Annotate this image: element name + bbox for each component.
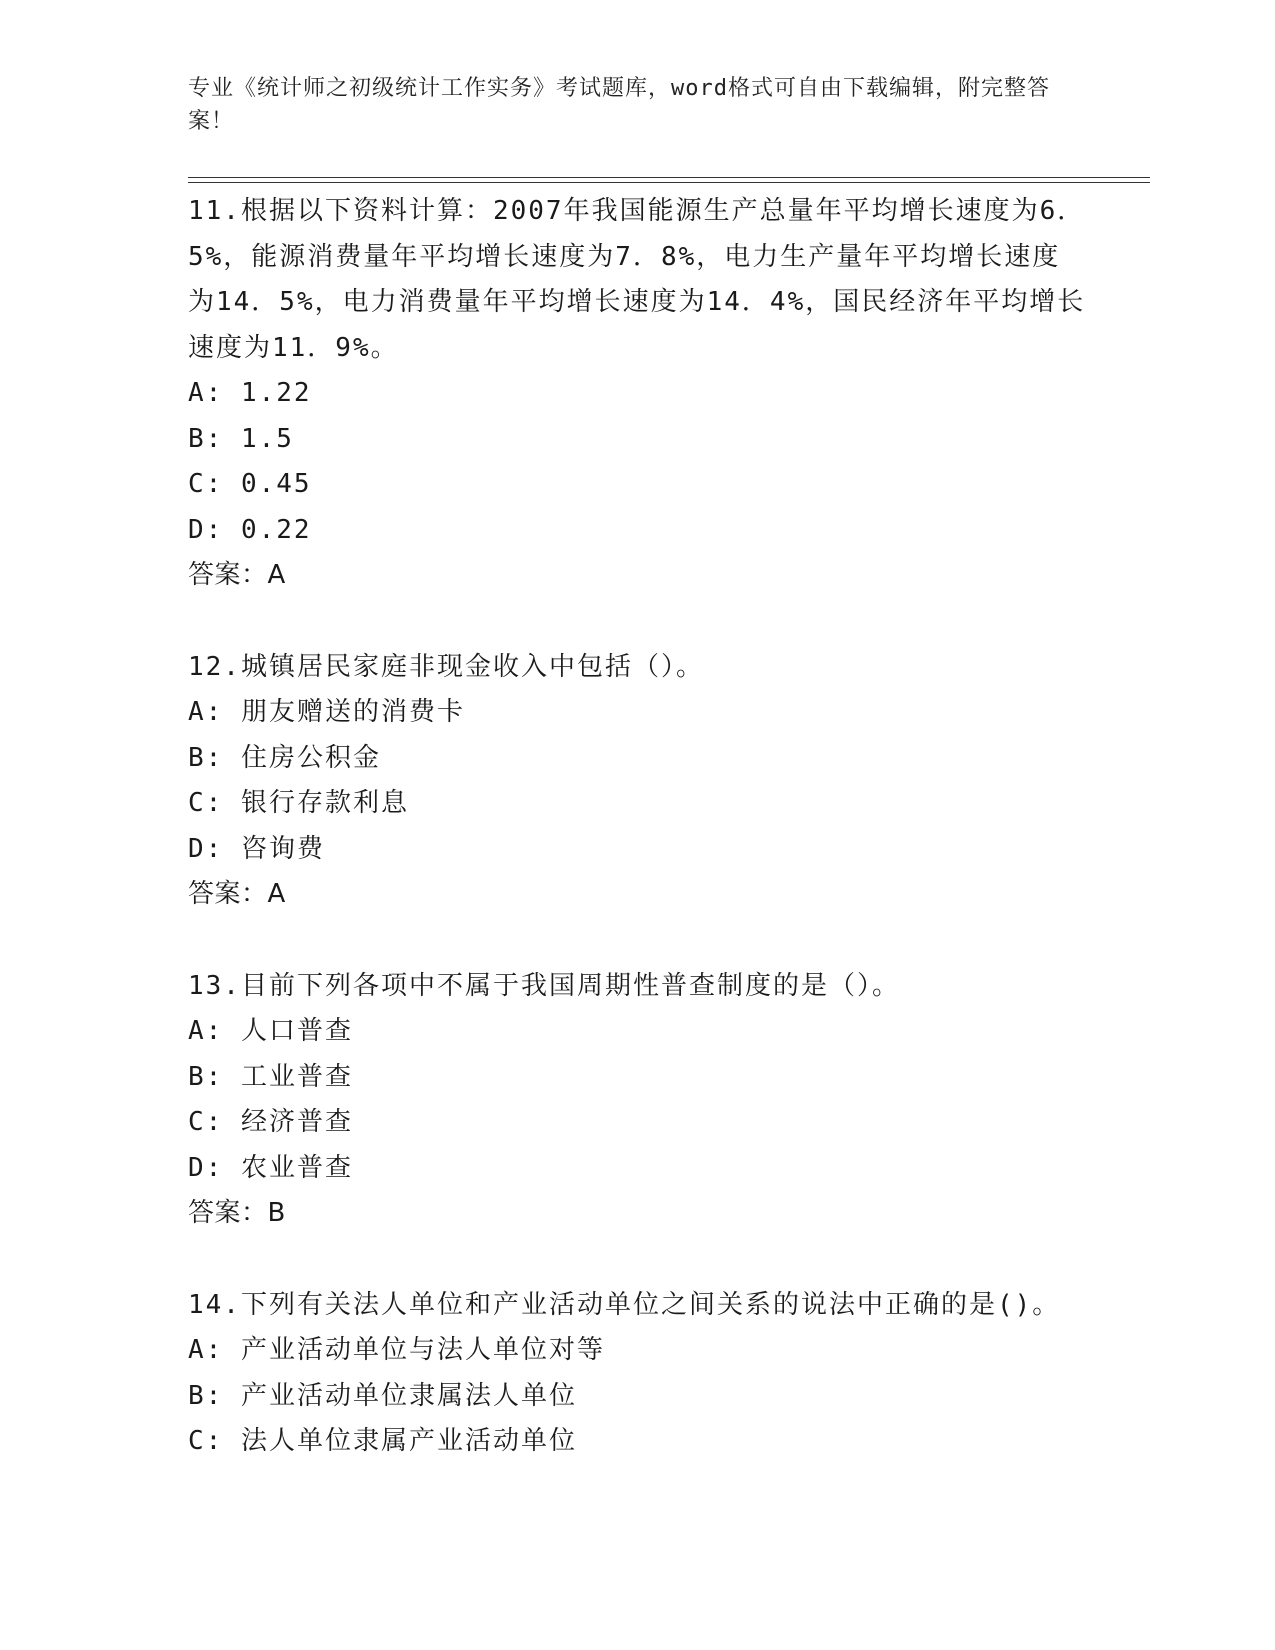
option-d [188,827,1088,873]
option-text: 产业活动单位隶属法人单位 [240,1380,577,1411]
option-text: 住房公积金 [240,742,381,773]
header-divider-bottom [188,182,1150,183]
option-c [188,1419,1088,1465]
option-a [188,1009,1088,1055]
question-stem: 11.根据以下资料计算：2007年我国能源生产总量年平均增长速度为6．5%，能源消费量年平均增长速度为7．8%，电力生产量年平均增长速度为14．5%，电力消费量年平均增长速度为14．4%，国民经济年平均增长速度为11．9%。 [188,196,1086,363]
option-text: 1.5 [240,423,294,454]
option-b [188,417,1088,463]
option-text: 0.45 [240,469,312,499]
header-divider-top [188,177,1150,178]
question-12 [188,645,1088,918]
question-stem: 14.下列有关法人单位和产业活动单位之间关系的说法中正确的是()。 [188,1289,1061,1320]
answer-line: 答案：A [188,879,286,909]
option-d [188,1146,1088,1192]
option-text: 咨询费 [240,833,325,864]
option-d [188,508,1088,554]
question-list [188,189,1088,1511]
option-label: D: [188,1152,224,1183]
question-14 [188,1283,1088,1465]
option-b [188,1055,1088,1101]
option-label: A: [188,697,224,727]
option-b [188,736,1088,782]
option-a [188,371,1088,417]
option-text: 法人单位隶属产业活动单位 [240,1426,577,1456]
option-text: 工业普查 [240,1061,353,1092]
option-label: A: [188,1335,224,1365]
question-stem: 12.城镇居民家庭非现金收入中包括（）。 [188,651,704,682]
option-label: A: [188,378,224,408]
option-label: C: [188,1107,224,1137]
option-label: B: [188,423,224,454]
option-label: D: [188,514,224,545]
option-text: 人口普查 [240,1016,353,1046]
option-text: 朋友赠送的消费卡 [240,697,465,727]
option-label: B: [188,1380,224,1411]
option-text: 农业普查 [240,1152,353,1183]
option-c [188,462,1088,508]
option-a [188,1328,1088,1374]
option-c [188,1100,1088,1146]
option-label: C: [188,1426,224,1456]
option-text: 0.22 [240,514,312,545]
option-label: D: [188,833,224,864]
option-text: 1.22 [240,378,312,408]
option-a [188,690,1088,736]
answer-line: 答案：A [188,560,286,590]
document-header: 专业《统计师之初级统计工作实务》考试题库，word格式可自由下载编辑，附完整答案！ [188,76,1050,134]
question-stem: 13.目前下列各项中不属于我国周期性普查制度的是（）。 [188,970,900,1001]
option-label: B: [188,1061,224,1092]
question-11 [188,189,1088,599]
option-label: C: [188,788,224,818]
option-label: B: [188,742,224,773]
option-b [188,1374,1088,1420]
option-label: A: [188,1016,224,1046]
option-text: 银行存款利息 [240,788,409,818]
option-text: 产业活动单位与法人单位对等 [240,1335,605,1365]
answer-line: 答案：B [188,1198,286,1228]
question-13 [188,964,1088,1237]
option-label: C: [188,469,224,499]
option-text: 经济普查 [240,1107,353,1137]
option-c [188,781,1088,827]
